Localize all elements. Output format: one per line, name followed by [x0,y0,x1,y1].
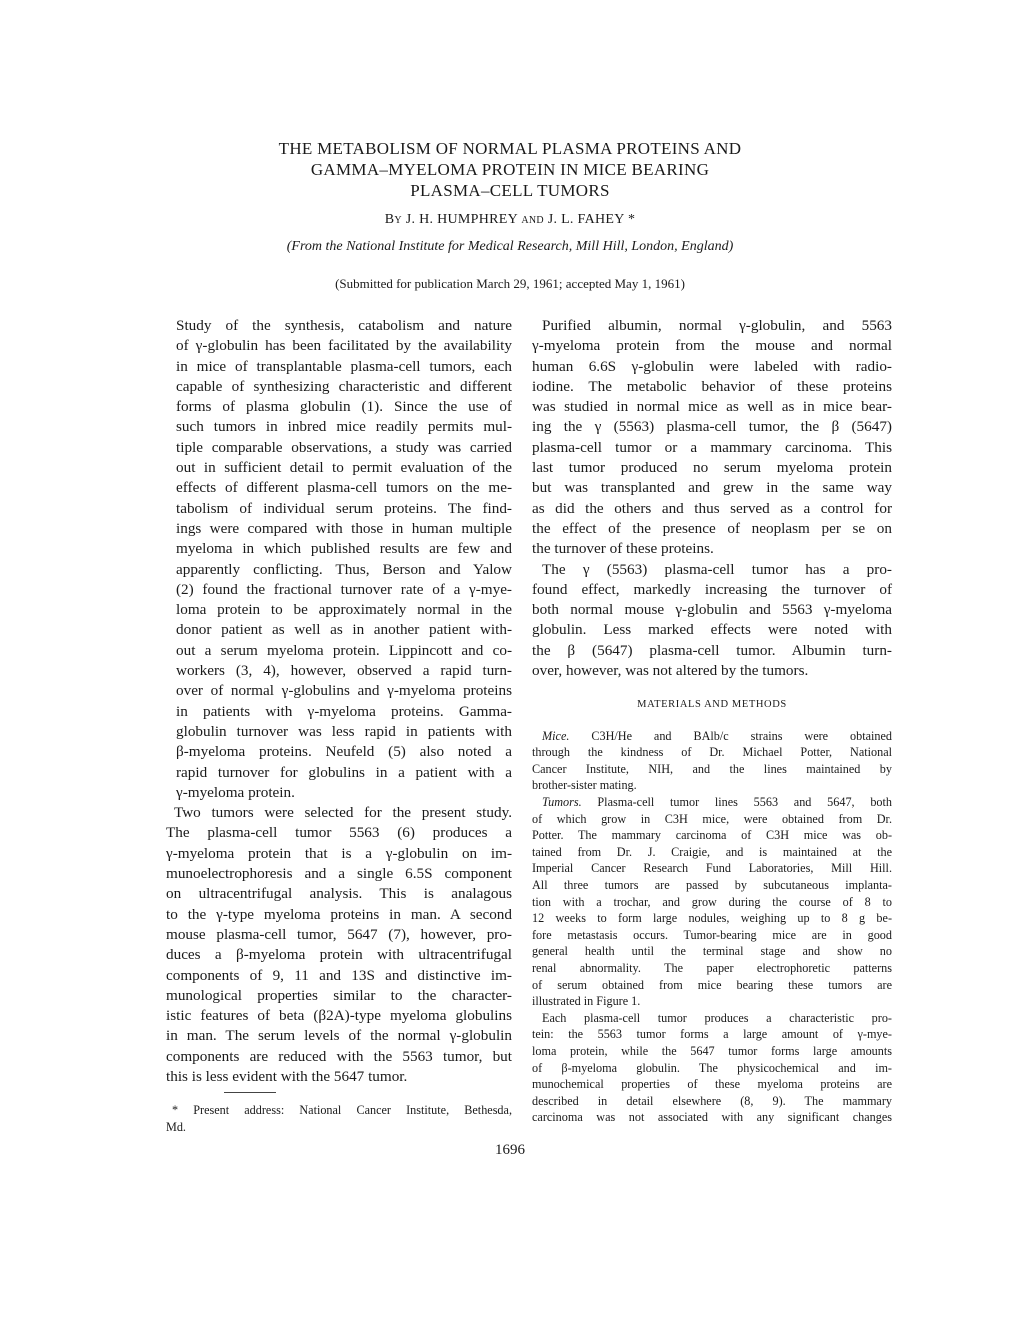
mice-label: Mice. [542,728,570,743]
text-line: out in sufficient detail to permit evaluation of the [176,459,512,477]
text-line: fore metastasis occurs. Tumor-bearing mice are in good [532,927,892,942]
text-line: both normal mouse γ-globulin and 5563 γ-myeloma [532,601,892,619]
submission-dates: (Submitted for publication March 29, 1961; accepted May 1, 1961) [335,276,685,291]
text-line: myeloma in which published results are few and [176,540,512,558]
text-line: apparently conflicting. Thus, Berson and Yalow [176,560,512,578]
text-line: such tumors in inbred mice readily permits mul- [176,418,512,436]
text-line [532,794,892,811]
tumors-text-1: Plasma-cell tumor lines 5563 and 5647, both [597,795,893,810]
text-line: loma protein to be approximately normal in the [176,601,512,619]
text-line: brother-sister mating. [532,778,637,793]
text-line: tained from Dr. J. Craigie, and is maintained at the [532,844,892,859]
page-number: 1696 [495,1142,525,1158]
text-line: munological properties similar to the character- [166,986,512,1004]
section-heading-methods: MATERIALS AND METHODS [637,699,787,711]
text-line: to the γ-type myeloma proteins in man. A second [166,905,512,923]
text-line: tein: the 5563 tumor forms a large amount of γ-mye- [532,1027,892,1042]
text-line: All three tumors are passed by subcutaneous implanta- [532,877,892,892]
text-line: The plasma-cell tumor 5563 (6) produces a [166,824,512,842]
text-line: globulin turnover was less rapid in patients with [176,722,512,740]
text-line: illustrated in Figure 1. [532,994,641,1009]
text-line: (2) found the fractional turnover rate of a γ-mye- [176,580,512,598]
text-line: ings were compared with those in human multiple [176,519,512,537]
intro-paragraph-4 [532,560,892,682]
byline-by: B [384,212,395,227]
text-line: of which grow in C3H mice, were obtained from Dr. [532,811,892,826]
text-line: through the kindness of Dr. Michael Potter, National [532,745,892,760]
text-line: was studied in normal mice as well as in mice bear- [532,398,892,416]
text-line: described in detail elsewhere (8, 9). The mammary [532,1093,892,1108]
title-line-1: THE METABOLISM OF NORMAL PLASMA PROTEINS AND [278,139,742,158]
text-line: tabolism of individual serum proteins. The find- [176,499,512,517]
text-line: plasma-cell tumor or a mammary carcinoma. This [532,438,892,456]
text-line: forms of plasma globulin (1). Since the use of [176,398,512,416]
text-line: Study of the synthesis, catabolism and nature [176,317,512,334]
text-line: last tumor produced no serum myeloma protein [532,459,892,477]
text-line: munoelectrophoresis and a single 6.5S component [166,865,512,883]
methods-each-tumor-paragraph [532,1010,892,1126]
byline-and: AND [521,215,544,226]
text-line: globulin. Less marked effects were noted with [532,621,892,639]
left-column [166,316,512,1087]
text-line: over, however, was not altered by the tumors. [532,662,809,680]
text-line: the effect of the presence of neoplasm per se on [532,519,892,537]
text-line: of serum obtained from mice bearing these tumors are [532,977,892,992]
author-1: J. H. HUMPHREY [405,212,518,227]
footnote-line: * Present address: National Cancer Institute, Bethesda, [172,1103,512,1117]
affiliation: (From the National Institute for Medical Research, Mill Hill, London, England) [286,239,734,254]
text-line: effects of different plasma-cell tumors on the me- [176,479,512,497]
mice-text-1: C3H/He and BAlb/c strains were obtained [591,728,892,743]
text-line: human 6.6S γ-globulin were labeled with radio- [532,357,892,375]
text-line: Two tumors were selected for the present study. [174,804,512,822]
text-line: but was transplanted and grew in the same way [532,479,892,497]
byline-by-sc: Y [394,215,402,226]
text-line: capable of synthesizing characteristic and different [176,377,512,395]
text-line: over of normal γ-globulins and γ-myeloma proteins [176,682,512,700]
text-line: γ-myeloma protein that is a γ-globulin on im- [166,844,512,862]
text-line: in patients with γ-myeloma proteins. Gamma- [176,702,512,720]
text-line: out a serum myeloma protein. Lippincott and co- [176,641,512,659]
text-line: general health until the terminal stage and show no [532,944,892,959]
text-line: The γ (5563) plasma-cell tumor has a pro- [542,560,892,578]
text-line: the turnover of these proteins. [532,540,714,558]
footnote-divider [224,1092,276,1093]
text-line: the β (5647) plasma-cell tumor. Albumin turn- [532,641,892,659]
text-line: carcinoma was not associated with any significant changes [532,1110,892,1125]
text-line: γ-myeloma protein. [176,783,295,801]
byline [160,212,860,228]
text-line: as did the others and thus served as a control for [532,499,892,517]
text-line: rapid turnover for globulins in a patient with a [176,763,512,781]
text-line: donor patient as well as in another patient with- [176,621,512,639]
text-line: Each plasma-cell tumor produces a characteristic pro- [542,1010,892,1025]
title-line-2: GAMMA–MYELOMA PROTEIN IN MICE BEARING [310,160,710,179]
text-line: components of 9, 11 and 13S and distinctive im- [166,966,512,984]
text-line: of γ-globulin has been facilitated by the availability [176,337,512,355]
intro-paragraph-2 [166,803,512,1087]
title-line-3: PLASMA–CELL TUMORS [410,181,610,200]
tumors-label: Tumors. [542,795,582,810]
text-line: duces a β-myeloma protein with ultracentrifugal [166,946,512,964]
right-column [532,316,892,1126]
text-line: workers (3, 4), however, observed a rapid turn- [176,662,512,680]
text-line: loma protein, while the 5647 tumor forms large amounts [532,1043,892,1058]
article-title [160,138,860,201]
footnote-line: Md. [166,1119,186,1134]
text-line: components are reduced with the 5563 tumor, but [166,1047,512,1065]
footnote [166,1102,512,1135]
text-line: this is less evident with the 5647 tumor. [166,1067,408,1085]
text-line: on ultracentrifugal analysis. This is analagous [166,885,512,903]
text-line: 12 weeks to form large nodules, weighing up to 8 g be- [532,911,892,926]
text-line: Imperial Cancer Research Fund Laboratories, Mill Hill. [532,861,892,876]
text-line: istic features of beta (β2A)-type myeloma globulins [166,1007,512,1025]
text-line: Purified albumin, normal γ-globulin, and 5563 [542,317,892,334]
author-2: J. L. FAHEY * [547,212,636,227]
text-line: of β-myeloma globulin. The physicochemical and im- [532,1060,892,1075]
text-line: tiple comparable observations, a study was carried [176,438,512,456]
methods-mice-paragraph [532,728,892,794]
intro-paragraph-3 [532,316,892,560]
text-line: tion with a trochar, and grow during the course of 8 to [532,894,892,909]
text-line: in man. The serum levels of the normal γ-globulin [166,1027,512,1045]
text-line: Cancer Institute, NIH, and the lines maintained by [532,761,892,776]
text-line: γ-myeloma protein from the mouse and normal [532,337,892,355]
text-line: ing the γ (5563) plasma-cell tumor, the β (5647) [532,418,892,436]
text-line: mouse plasma-cell tumor, 5647 (7), however, pro- [166,925,512,943]
text-line: in mice of transplantable plasma-cell tumors, each [176,357,512,375]
text-line [532,728,892,745]
methods-tumors-paragraph [532,794,892,1010]
text-line: munochemical properties of these myeloma proteins are [532,1077,892,1092]
text-line: found effect, markedly increasing the turnover of [532,580,892,598]
text-line: renal abnormality. The paper electrophoretic patterns [532,960,892,975]
text-line: iodine. The metabolic behavior of these proteins [532,377,892,395]
text-line: Potter. The mammary carcinoma of C3H mice was ob- [532,828,892,843]
text-line: β-myeloma proteins. Neufeld (5) also noted a [176,743,512,761]
intro-paragraph-1 [166,316,512,803]
